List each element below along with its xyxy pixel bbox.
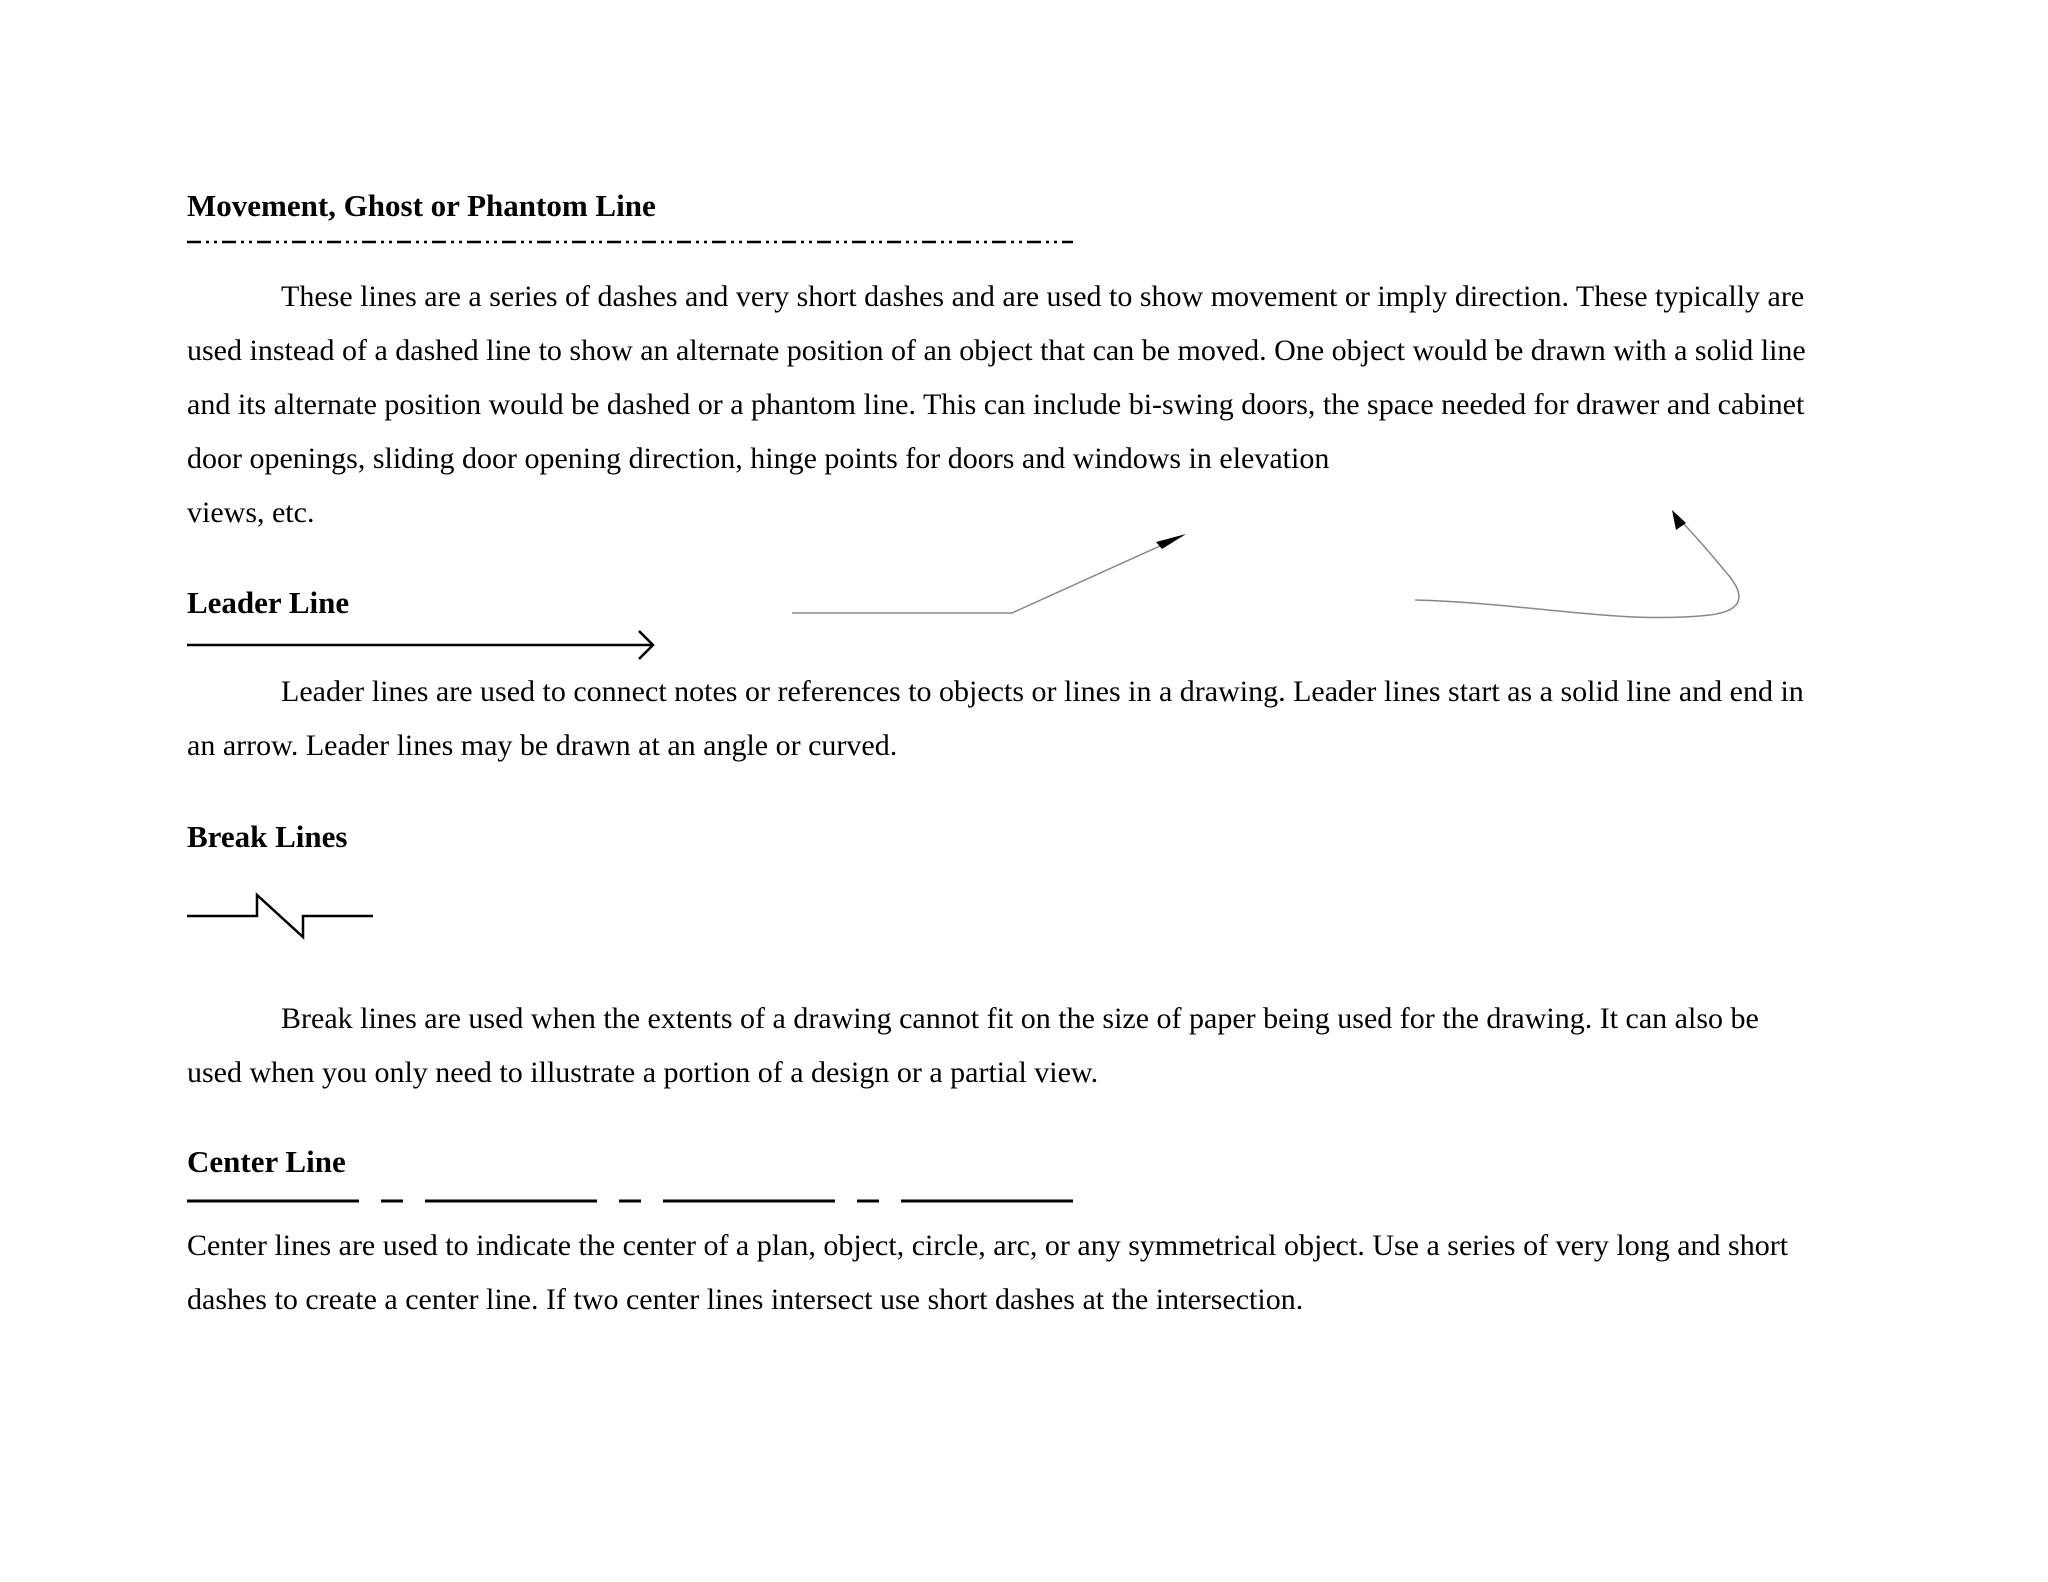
- phantom-line-paragraph: [187, 270, 1867, 540]
- phantom-line-heading: Movement, Ghost or Phantom Line: [187, 188, 656, 223]
- paragraph-line: used instead of a dashed line to show an alternate position of an object that can be moved. One object would be drawn with a solid line: [187, 334, 1806, 367]
- phantom-line-sample: [187, 236, 1077, 248]
- leader-line-sample: [187, 628, 657, 662]
- paragraph-line: dashes to create a center line. If two center lines intersect use short dashes at the intersection.: [187, 1283, 1304, 1316]
- angled-leader-example: [790, 530, 1190, 630]
- leader-line-heading: Leader Line: [187, 585, 350, 620]
- paragraph-line: Leader lines are used to connect notes or references to objects or lines in a drawing. Leader lines start as a solid line and end in: [281, 675, 1804, 708]
- break-line-sample: [187, 890, 377, 940]
- curved-leader-example: [1410, 505, 1750, 625]
- break-lines-paragraph: [187, 992, 1867, 1100]
- center-line-paragraph: [187, 1219, 1867, 1327]
- paragraph-line: door openings, sliding door opening direction, hinge points for doors and windows in elevation: [187, 442, 1330, 475]
- paragraph-line: views, etc.: [187, 496, 315, 529]
- paragraph-line: Break lines are used when the extents of a drawing cannot fit on the size of paper being used for the drawing. It can also be: [281, 1002, 1759, 1035]
- paragraph-line: Center lines are used to indicate the center of a plan, object, circle, arc, or any symmetrical object. Use a series of very long and short: [187, 1229, 1789, 1262]
- center-line-heading: Center Line: [187, 1144, 346, 1179]
- paragraph-line: used when you only need to illustrate a portion of a design or a partial view.: [187, 1056, 1099, 1089]
- paragraph-line: These lines are a series of dashes and very short dashes and are used to show movement or imply direction. These typically are: [281, 280, 1805, 313]
- leader-line-paragraph: [187, 665, 1867, 773]
- center-line-sample: [187, 1196, 1077, 1206]
- break-lines-heading: Break Lines: [187, 819, 348, 854]
- paragraph-line: and its alternate position would be dashed or a phantom line. This can include bi-swing doors, the space needed for drawer and cabinet: [187, 388, 1805, 421]
- paragraph-line: an arrow. Leader lines may be drawn at an angle or curved.: [187, 729, 898, 762]
